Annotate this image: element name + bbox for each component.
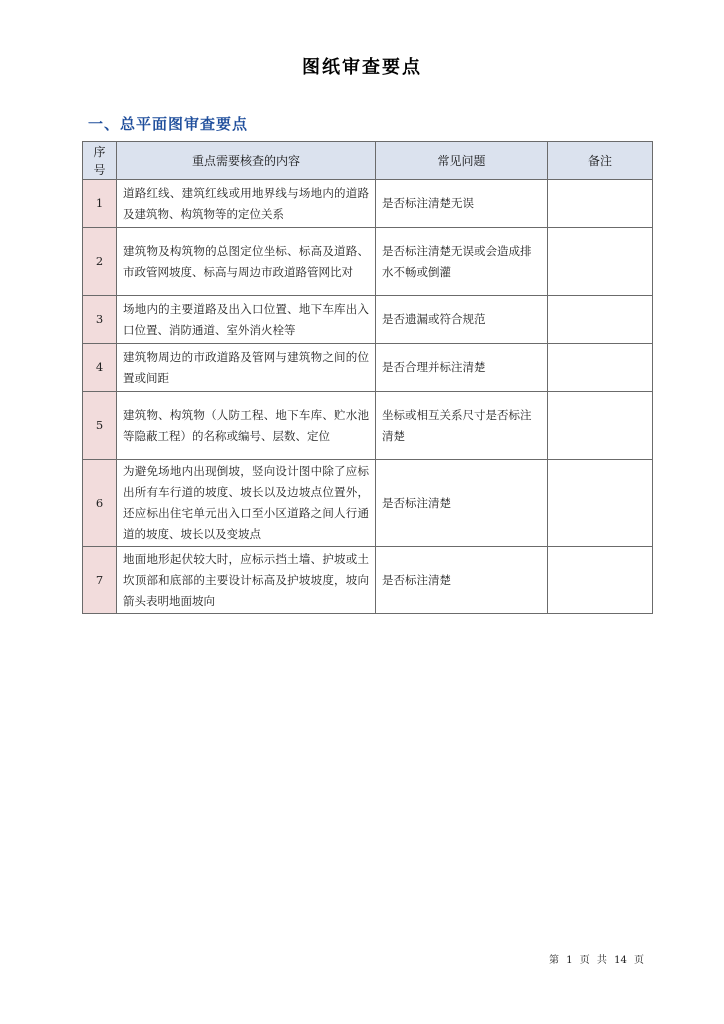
row-content: 建筑物及构筑物的总图定位坐标、标高及道路、市政管网坡度、标高与周边市政道路管网比对 [117,228,376,296]
row-content: 为避免场地内出现倒坡，竖向设计图中除了应标出所有车行道的坡度、坡长以及边坡点位置外，还应标出住宅单元出入口至小区道路之间人行通道的坡度、坡长以及变坡点 [117,460,376,547]
row-issue: 是否标注清楚无误 [376,180,548,228]
table-row [83,547,653,614]
row-note [548,180,653,228]
row-note [548,392,653,460]
row-issue: 是否遗漏或符合规范 [376,296,548,344]
row-issue: 是否合理并标注清楚 [376,344,548,392]
row-content: 地面地形起伏较大时，应标示挡土墙、护坡或土坎顶部和底部的主要设计标高及护坡坡度，坡向箭头表明地面坡向 [117,547,376,614]
table-row [83,296,653,344]
row-issue: 是否标注清楚 [376,460,548,547]
row-note [548,296,653,344]
row-content: 建筑物、构筑物（人防工程、地下车库、贮水池等隐蔽工程）的名称或编号、层数、定位 [117,392,376,460]
header-content: 重点需要核查的内容 [117,142,376,180]
row-note [548,344,653,392]
page-title: 图纸审查要点 [302,57,422,78]
row-note [548,547,653,614]
table-row [83,460,653,547]
row-number: 6 [83,460,117,547]
table-row [83,344,653,392]
row-number: 2 [83,228,117,296]
row-note [548,228,653,296]
section-heading: 一、总平面图审查要点 [88,115,249,133]
row-issue: 坐标或相互关系尺寸是否标注清楚 [376,392,548,460]
row-content: 道路红线、建筑红线或用地界线与场地内的道路及建筑物、构筑物等的定位关系 [117,180,376,228]
table-row [83,180,653,228]
header-note: 备注 [548,142,653,180]
row-note [548,460,653,547]
table-header-row [83,142,653,180]
row-number: 7 [83,547,117,614]
row-content: 建筑物周边的市政道路及管网与建筑物之间的位置或间距 [117,344,376,392]
row-number: 3 [83,296,117,344]
table-row [83,392,653,460]
row-number: 4 [83,344,117,392]
header-issue: 常见问题 [376,142,548,180]
header-no: 序号 [83,142,117,180]
table-row [83,228,653,296]
row-content: 场地内的主要道路及出入口位置、地下车库出入口位置、消防通道、室外消火栓等 [117,296,376,344]
page-footer: 第 1 页 共 14 页 [549,955,644,966]
review-table [82,141,653,614]
row-issue: 是否标注清楚 [376,547,548,614]
row-number: 5 [83,392,117,460]
row-number: 1 [83,180,117,228]
row-issue: 是否标注清楚无误或会造成排水不畅或倒灌 [376,228,548,296]
